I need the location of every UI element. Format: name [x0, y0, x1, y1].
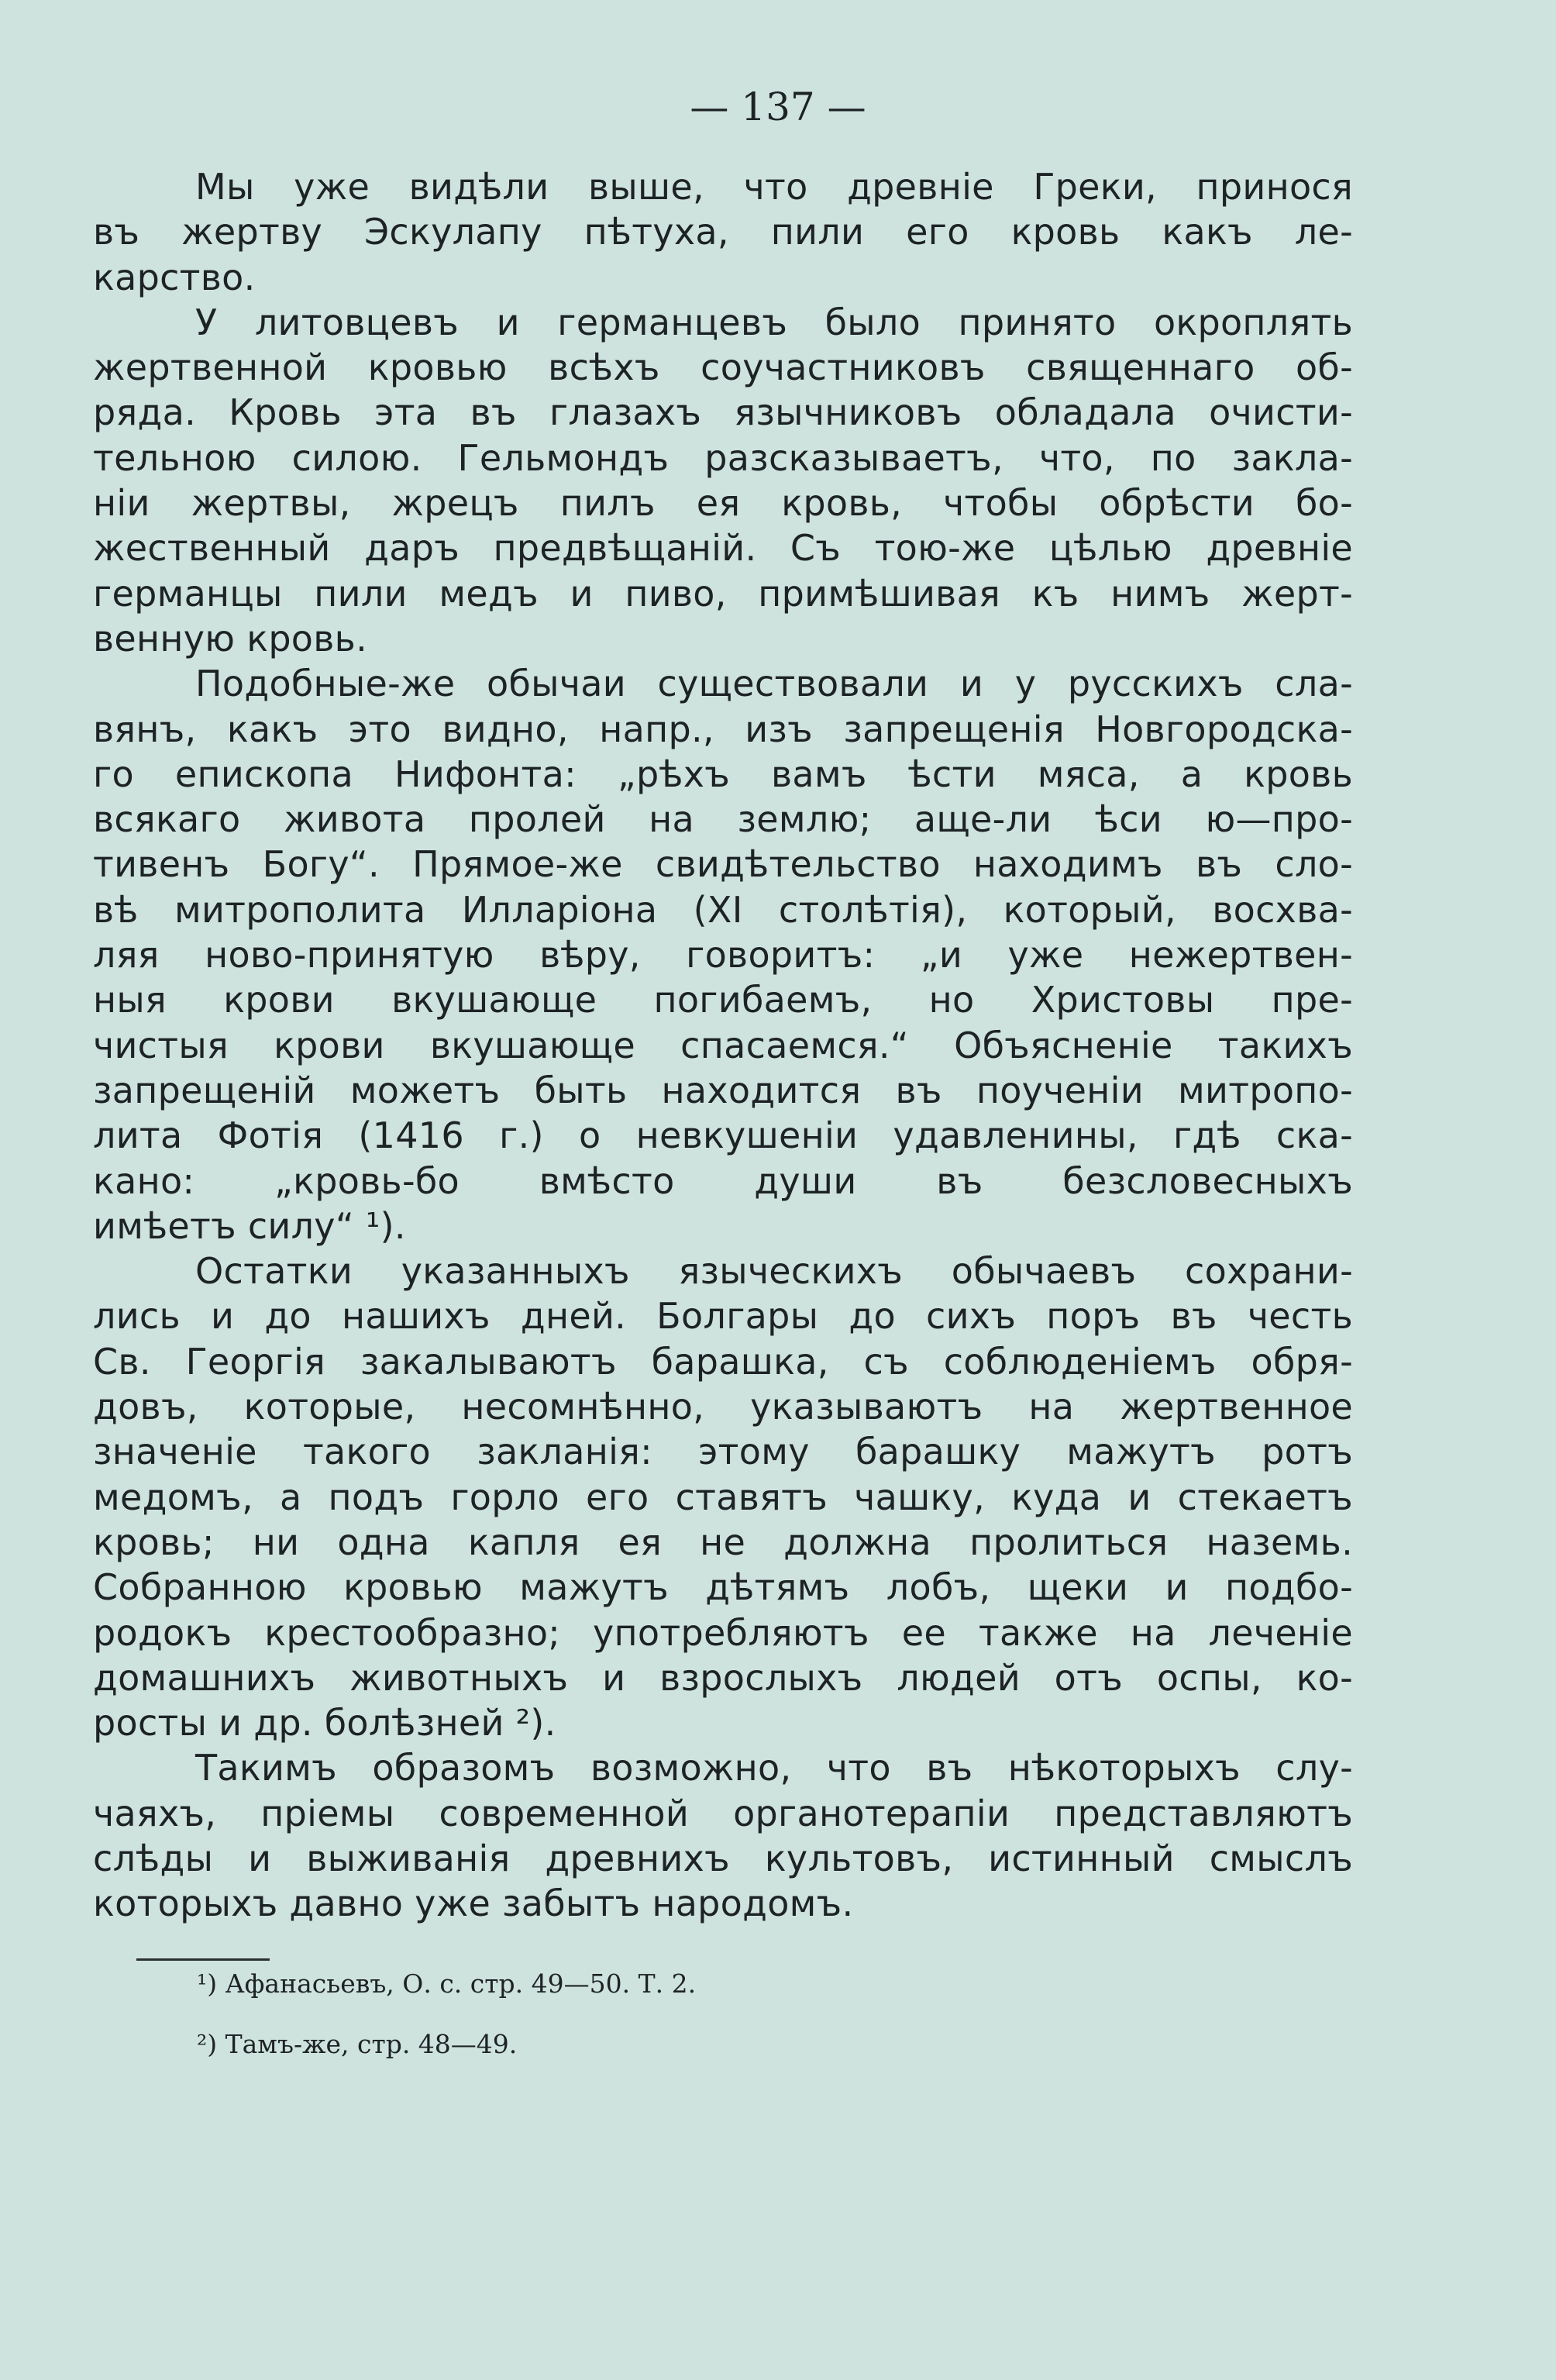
- text-line: чаяхъ, пріемы современной органотерапіи представляютъ: [93, 1792, 1353, 1834]
- text-line: медомъ, а подъ горло его ставятъ чашку, куда и стекаетъ: [93, 1476, 1353, 1518]
- page-number: — 137 —: [690, 84, 866, 129]
- text-line: имѣетъ силу“ ¹).: [93, 1204, 406, 1247]
- footnote-2: ²) Тамъ-же, стр. 48—49.: [197, 2029, 518, 2059]
- text-line: кровь; ни одна капля ея не должна пролиться наземь.: [93, 1521, 1353, 1563]
- text-line: кано: „кровь-бо вмѣсто души въ безсловесныхъ: [93, 1159, 1353, 1202]
- text-line: всякаго живота пролей на землю; аще-ли ѣси ю—про-: [93, 798, 1353, 841]
- text-line: лись и до нашихъ дней. Болгары до сихъ поръ въ честь: [93, 1295, 1353, 1338]
- text-line: У литовцевъ и германцевъ было принято окроплять: [195, 301, 1353, 343]
- text-line: чистыя крови вкушающе спасаемся.“ Объясненіе такихъ: [93, 1024, 1353, 1066]
- text-line: Собранною кровью мажутъ дѣтямъ лобъ, щеки и подбо-: [93, 1566, 1353, 1609]
- text-line: въ жертву Эскулапу пѣтуха, пили его кровь какъ ле-: [93, 211, 1353, 253]
- text-line: значеніе такого закланія: этому барашку мажутъ ротъ: [93, 1431, 1353, 1473]
- text-line: тивенъ Богу“. Прямое-же свидѣтельство находимъ въ сло-: [93, 843, 1353, 886]
- text-line: карство.: [93, 256, 256, 298]
- text-line: которыхъ давно уже забытъ народомъ.: [93, 1882, 854, 1925]
- text-line: жертвенной кровью всѣхъ соучастниковъ священнаго об-: [93, 346, 1353, 389]
- text-line: Такимъ образомъ возможно, что въ нѣкоторыхъ слу-: [195, 1747, 1353, 1789]
- text-line: ляя ново-принятую вѣру, говоритъ: „и уже нежертвен-: [93, 934, 1353, 976]
- text-line: домашнихъ животныхъ и взрослыхъ людей отъ оспы, ко-: [93, 1656, 1353, 1699]
- text-line: Подобные-же обычаи существовали и у русскихъ сла-: [195, 663, 1353, 705]
- text-line: Св. Георгія закалываютъ барашка, съ соблюденіемъ обря-: [93, 1340, 1353, 1383]
- text-line: тельною силою. Гельмондъ разсказываетъ, что, по закла-: [93, 436, 1353, 479]
- footnote-separator: [136, 1958, 270, 1961]
- text-line: вѣ митрополита Илларіона (XI столѣтія), который, восхва-: [93, 888, 1353, 931]
- body-text: [93, 164, 1353, 1927]
- text-line: го епископа Нифонта: „рѣхъ вамъ ѣсти мяса, а кровь: [93, 753, 1353, 795]
- text-line: запрещеній можетъ быть находится въ поученіи митропо-: [93, 1069, 1353, 1111]
- text-line: Мы уже видѣли выше, что древніе Греки, принося: [195, 166, 1353, 208]
- text-line: ныя крови вкушающе погибаемъ, но Христовы пре-: [93, 979, 1353, 1021]
- footnote-1: ¹) Афанасьевъ, О. с. стр. 49—50. Т. 2.: [197, 1968, 697, 1999]
- text-line: вянъ, какъ это видно, напр., изъ запрещенія Новгородска-: [93, 708, 1353, 750]
- text-line: довъ, которые, несомнѣнно, указываютъ на жертвенное: [93, 1386, 1353, 1428]
- text-line: ніи жертвы, жрецъ пилъ ея кровь, чтобы обрѣсти бо-: [93, 482, 1353, 525]
- text-line: жественный даръ предвѣщаній. Съ тою-же цѣлью древніе: [93, 527, 1353, 570]
- text-line: росты и др. болѣзней ²).: [93, 1702, 556, 1745]
- text-line: лита Фотія (1416 г.) о невкушеніи удавленины, гдѣ ска-: [93, 1114, 1353, 1157]
- text-line: родокъ крестообразно; употребляютъ ее также на леченіе: [93, 1611, 1353, 1654]
- text-line: венную кровь.: [93, 617, 367, 660]
- text-line: Остатки указанныхъ языческихъ обычаевъ сохрани-: [195, 1250, 1353, 1293]
- text-line: слѣды и выживанія древнихъ культовъ, истинный смыслъ: [93, 1837, 1353, 1879]
- footnotes: [197, 1968, 1282, 2060]
- text-line: ряда. Кровь эта въ глазахъ язычниковъ обладала очисти-: [93, 391, 1353, 434]
- text-line: германцы пили медъ и пиво, примѣшивая къ нимъ жерт-: [93, 572, 1353, 615]
